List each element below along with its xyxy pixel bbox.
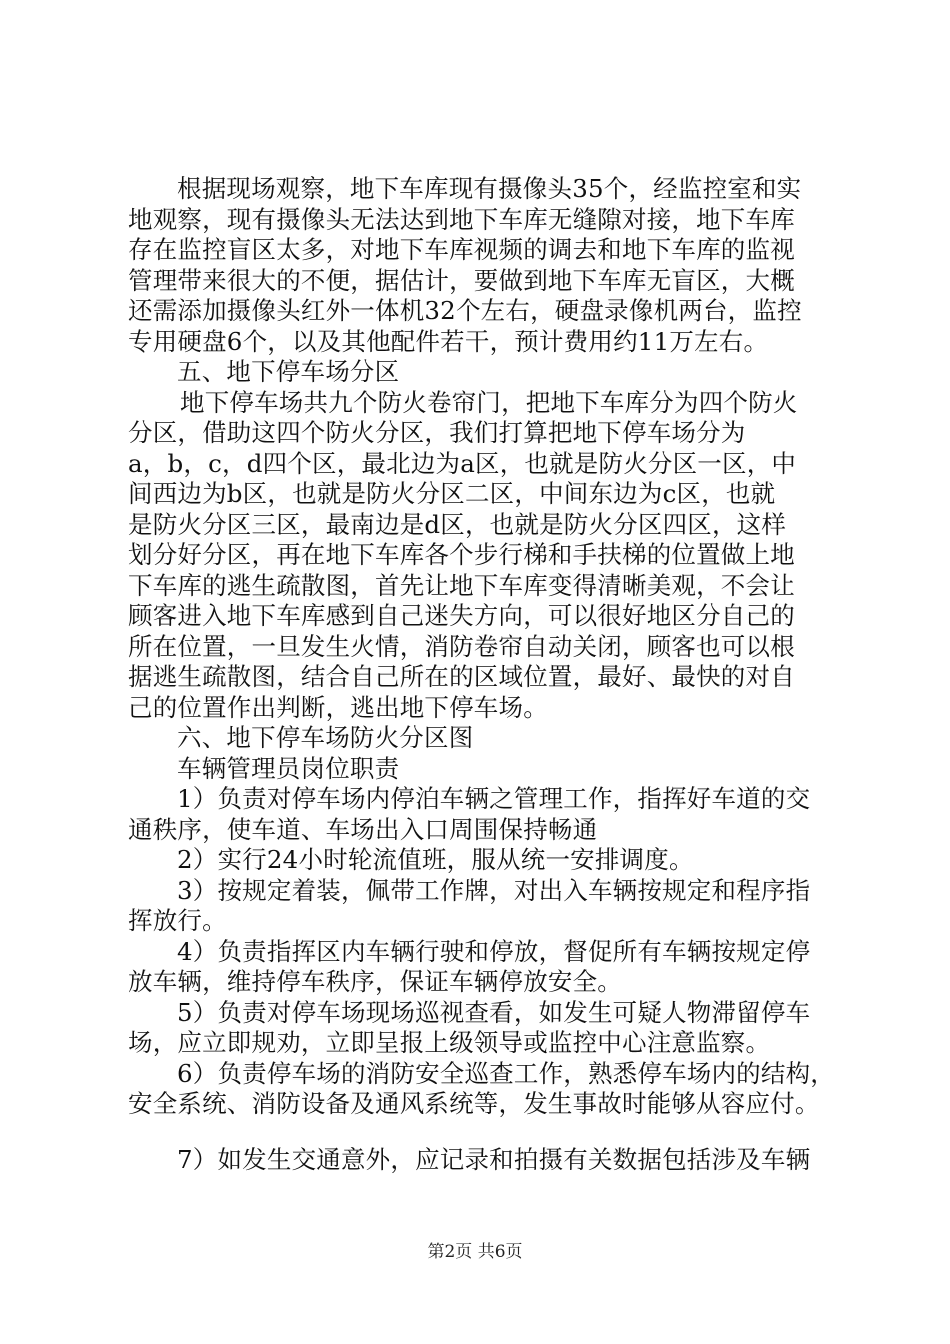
section-heading: 车辆管理员岗位职责 (177, 753, 400, 783)
paragraph-line: 存在监控盲区太多，对地下车库视频的调去和地下车库的监视 (128, 235, 795, 264)
paragraph-line: 7）如发生交通意外，应记录和拍摄有关数据包括涉及车辆 (177, 1144, 811, 1174)
paragraph-line: 地观察，现有摄像头无法达到地下车库无缝隙对接，地下车库 (128, 204, 795, 234)
paragraph-line: 放车辆，维持停车秩序，保证车辆停放安全。 (128, 967, 622, 996)
paragraph-line: 所在位置，一旦发生火情，消防卷帘自动关闭，顾客也可以根 (128, 631, 795, 661)
paragraph-line: 专用硬盘6个，以及其他配件若干，预计费用约11万左右。 (128, 326, 769, 356)
page-footer: 第2页 共6页 (427, 1242, 523, 1262)
paragraph-line: 2）实行24小时轮流值班，服从统一安排调度。 (177, 845, 694, 874)
paragraph-line: a，b，c，d四个区，最北边为a区，也就是防火分区一区，中 (128, 448, 797, 478)
paragraph-line: 是防火分区三区，最南边是d区，也就是防火分区四区，这样 (128, 509, 787, 539)
body-text (128, 174, 835, 1175)
paragraph-line: 管理带来很大的不便，据估计，要做到地下车库无盲区，大概 (128, 265, 795, 295)
paragraph-line: 安全系统、消防设备及通风系统等，发生事故时能够从容应付。 (128, 1089, 820, 1118)
paragraph-line: 地下停车场共九个防火卷帘门，把地下车库分为四个防火 (180, 387, 798, 417)
paragraph-line: 6）负责停车场的消防安全巡查工作，熟悉停车场内的结构， (177, 1058, 835, 1088)
section-heading: 六、地下停车场防火分区图 (177, 723, 474, 752)
paragraph-line: 挥放行。 (128, 906, 227, 935)
paragraph-line: 通秩序，使车道、车场出入口周围保持畅通 (128, 814, 598, 844)
paragraph-line: 己的位置作出判断，逃出地下停车场。 (128, 692, 548, 722)
paragraph-line: 划分好分区，再在地下车库各个步行梯和手扶梯的位置做上地 (128, 540, 795, 569)
paragraph-line: 根据现场观察，地下车库现有摄像头35个，经监控室和实 (177, 174, 802, 203)
paragraph-line: 分区，借助这四个防火分区，我们打算把地下停车场分为 (128, 418, 746, 447)
paragraph-line: 据逃生疏散图，结合自己所在的区域位置，最好、最快的对自 (128, 662, 795, 691)
paragraph-line: 场，应立即规劝，立即呈报上级领导或监控中心注意监察。 (128, 1028, 771, 1057)
paragraph-gap (128, 1120, 828, 1145)
paragraph-line: 下车库的逃生疏散图，首先让地下车库变得清晰美观，不会让 (128, 570, 795, 600)
paragraph-line: 4）负责指挥区内车辆行驶和停放，督促所有车辆按规定停 (177, 936, 811, 966)
paragraph-line: 5）负责对停车场现场巡视查看，如发生可疑人物滞留停车 (177, 997, 811, 1027)
paragraph-line: 1）负责对停车场内停泊车辆之管理工作，指挥好车道的交 (177, 784, 811, 813)
paragraph-line: 3）按规定着装，佩带工作牌，对出入车辆按规定和程序指 (177, 875, 811, 905)
paragraph-line: 还需添加摄像头红外一体机32个左右，硬盘录像机两台，监控 (128, 296, 802, 325)
paragraph-line: 间西边为b区，也就是防火分区二区，中间东边为c区，也就 (128, 479, 776, 508)
paragraph-line: 顾客进入地下车库感到自己迷失方向，可以很好地区分自己的 (128, 601, 795, 630)
section-heading: 五、地下停车场分区 (177, 357, 400, 386)
